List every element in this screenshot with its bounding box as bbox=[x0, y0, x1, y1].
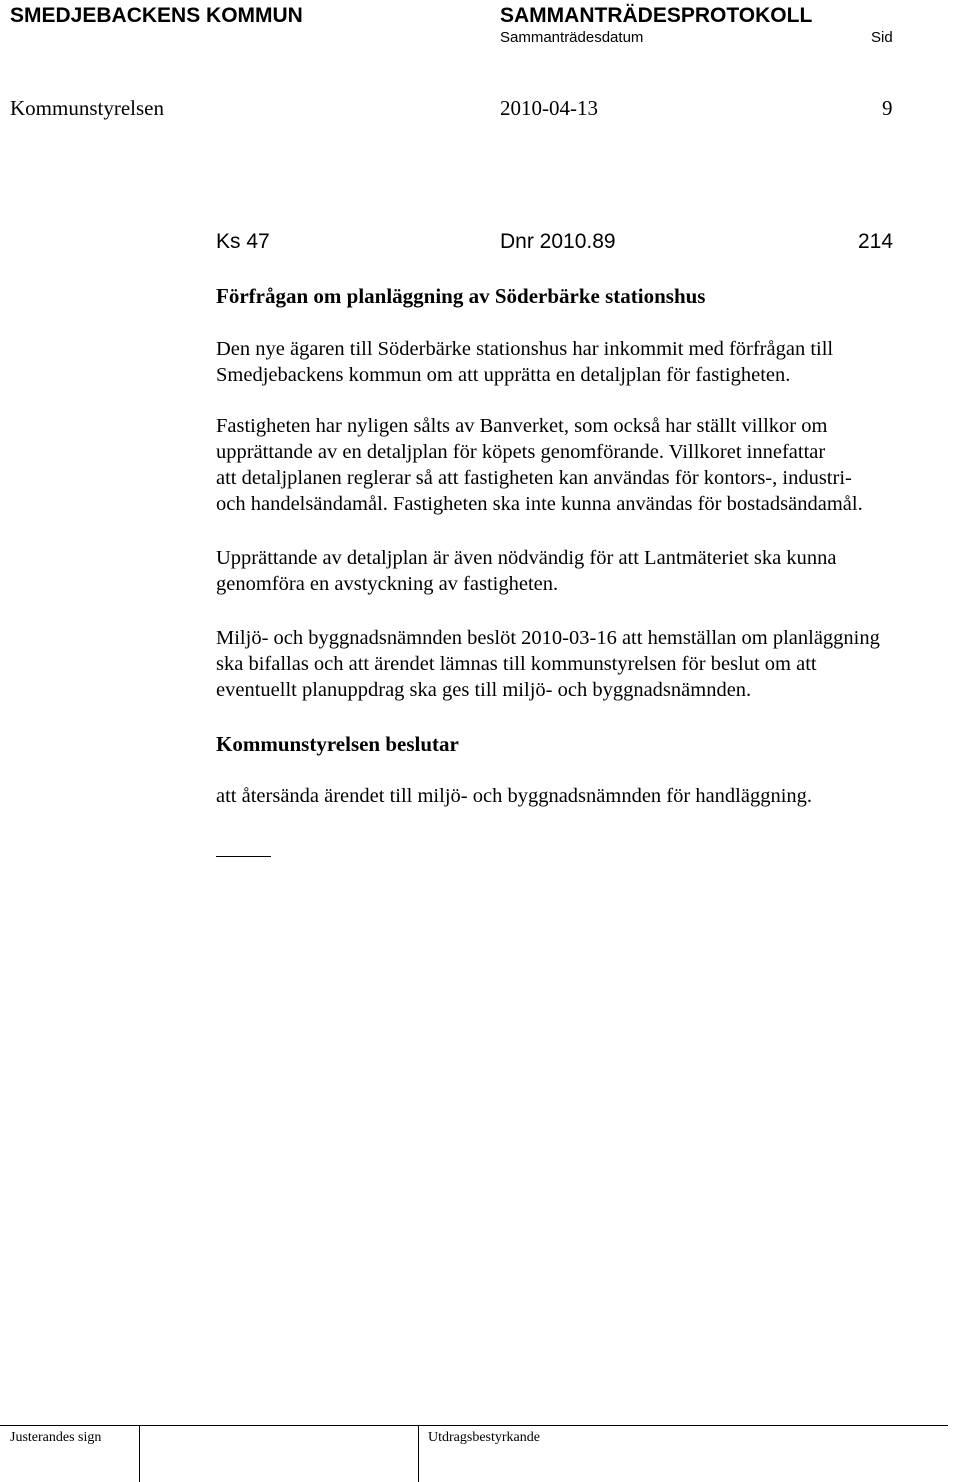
paragraph-line: upprättande av en detaljplan för köpets genomförande. Villkoret innefattar bbox=[216, 441, 826, 463]
municipality-name: SMEDJEBACKENS KOMMUN bbox=[10, 4, 303, 27]
footer-divider bbox=[0, 1425, 948, 1426]
paragraph-line: Den nye ägaren till Söderbärke stationshus har inkommit med förfrågan till bbox=[216, 338, 834, 360]
paragraph-line: genomföra en avstyckning av fastigheten. bbox=[216, 573, 559, 595]
paragraph-line: att detaljplanen reglerar så att fastigheten kan användas för kontors-, industri- bbox=[216, 467, 852, 489]
certifier-label: Utdragsbestyrkande bbox=[428, 1430, 540, 1445]
document-type: SAMMANTRÄDESPROTOKOLL bbox=[500, 4, 813, 27]
paragraph-line: Fastigheten har nyligen sålts av Banverket, som också har ställt villkor om bbox=[216, 415, 828, 437]
committee-name: Kommunstyrelsen bbox=[10, 96, 164, 120]
paragraph-line: och handelsändamål. Fastigheten ska inte kunna användas för bostadsändamål. bbox=[216, 493, 863, 515]
paragraph-line: Miljö- och byggnadsnämnden beslöt 2010-03-16 att hemställan om planläggning bbox=[216, 627, 880, 649]
decision-heading: Kommunstyrelsen beslutar bbox=[216, 732, 459, 756]
page-label: Sid bbox=[871, 29, 893, 46]
section-number: 214 bbox=[858, 230, 894, 253]
meeting-date-label: Sammanträdesdatum bbox=[500, 29, 644, 46]
meeting-date: 2010-04-13 bbox=[500, 96, 598, 120]
decision-text: att återsända ärendet till miljö- och byggnadsnämnden för handläggning. bbox=[216, 785, 813, 807]
footer-column-divider bbox=[418, 1426, 419, 1482]
paragraph-4 bbox=[216, 625, 960, 703]
signature-label: Justerandes sign bbox=[10, 1430, 102, 1445]
page-number: 9 bbox=[882, 96, 893, 120]
paragraph-1 bbox=[216, 336, 960, 388]
paragraph-2 bbox=[216, 413, 960, 517]
case-ks-number: Ks 47 bbox=[216, 230, 270, 253]
case-dnr: Dnr 2010.89 bbox=[500, 230, 616, 253]
paragraph-line: Upprättande av detaljplan är även nödvändig för att Lantmäteriet ska kunna bbox=[216, 547, 837, 569]
paragraph-line: ska bifallas och att ärendet lämnas till kommunstyrelsen för beslut om att bbox=[216, 653, 817, 675]
paragraph-line: Smedjebackens kommun om att upprätta en detaljplan för fastigheten. bbox=[216, 364, 791, 386]
paragraph-line: eventuellt planuppdrag ska ges till miljö- och byggnadsnämnden. bbox=[216, 679, 752, 701]
end-of-item-rule bbox=[216, 856, 271, 857]
footer-column-divider bbox=[139, 1426, 140, 1482]
item-title: Förfrågan om planläggning av Söderbärke stationshus bbox=[216, 284, 706, 308]
paragraph-3 bbox=[216, 545, 960, 597]
